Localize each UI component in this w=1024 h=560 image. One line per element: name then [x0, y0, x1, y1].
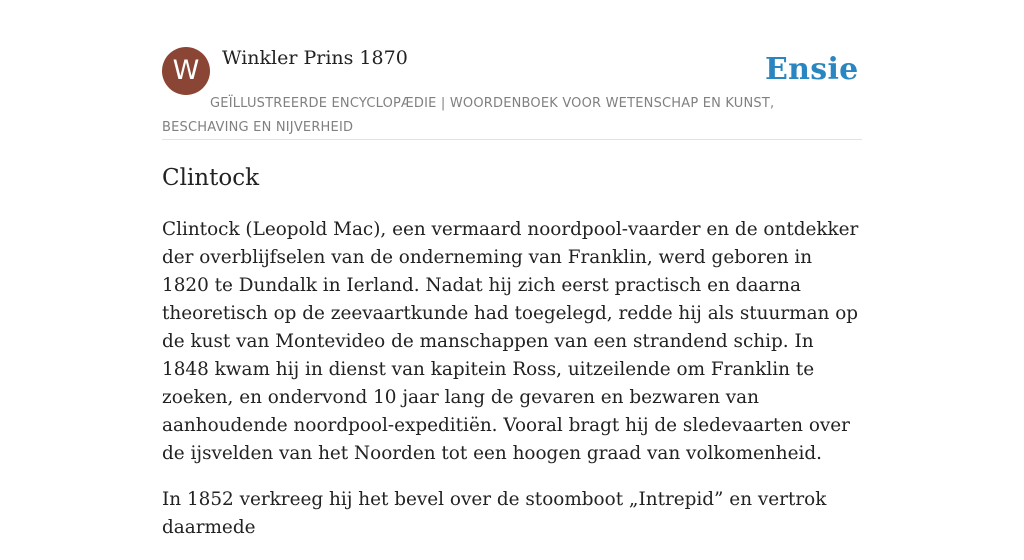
page-title: Clintock: [162, 165, 260, 191]
source-title[interactable]: Winkler Prins 1870: [222, 47, 408, 69]
article-body: [162, 216, 862, 560]
avatar[interactable]: W: [162, 47, 210, 95]
article-paragraph: Clintock (Leopold Mac), een vermaard noordpool-vaarder en de ontdekker der overblijfselen van de onderneming van Franklin, werd geboren in 1820 te Dundalk in Ierland. Nadat hij zich eerst practisch en daarna theoretisch op de zeevaartkunde had toegelegd, redde hij als stuurman op de kust van Montevideo de manschappen van een strandend schip. In 1848 kwam hij in dienst van kapitein Ross, uitzeilende om Franklin te zoeken, en ondervond 10 jaar lang de gevaren en bezwaren van aanhoudende noordpool-expeditiën. Vooral bragt hij de sledevaarten over de ijsvelden van het Noorden tot een hoogen graad van volkomenheid.: [162, 219, 859, 464]
brand-logo[interactable]: Ensie: [765, 52, 859, 87]
source-subtitle: GEÏLLUSTREERDE ENCYCLOPÆDIE | WOORDENBOEK VOOR WETENSCHAP EN KUNST, BESCHAVING EN NIJVERHEID: [162, 96, 775, 135]
article-paragraph: In 1852 verkreeg hij het bevel over de stoomboot „Intrepid” en vertrok daarmede: [162, 489, 827, 538]
header-divider: [162, 139, 862, 140]
